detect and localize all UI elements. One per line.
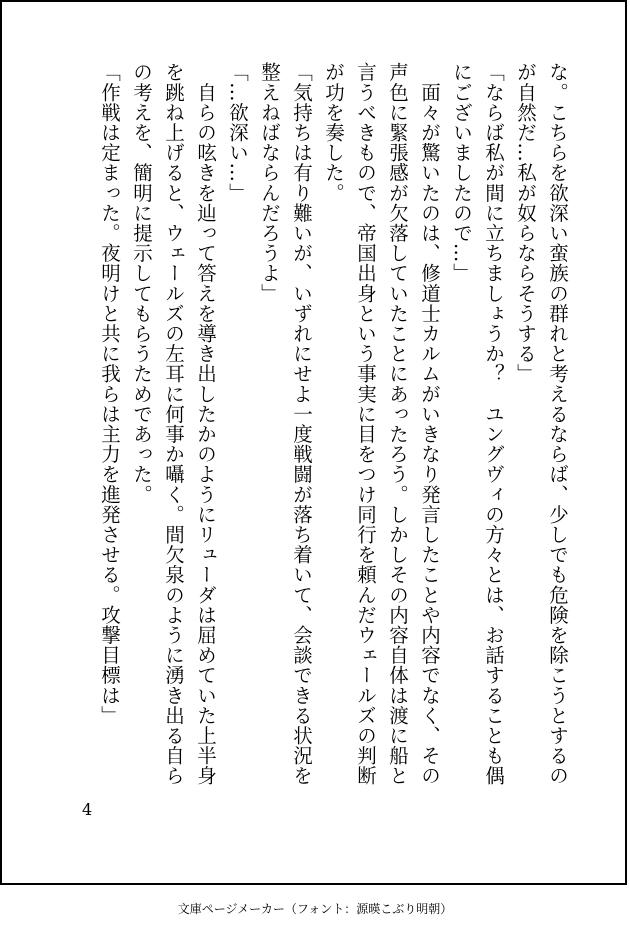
footer-credit: 文庫ページメーカー（フォント：源暎こぶり明朝） xyxy=(177,902,453,916)
text-line: 自らの呟きを辿って答えを導き出したかのようにリューダは屈めていた上半身 xyxy=(194,62,217,786)
page-number: 4 xyxy=(82,800,93,819)
text-line: 「…欲深い…」 xyxy=(226,62,249,203)
text-line: にございましたので…」 xyxy=(450,62,473,284)
text-line: を跳ね上げると、ウェールズの左耳に何事か囁く。間欠泉のように湧き出る自ら xyxy=(162,62,185,786)
text-line: 「気持ちは有り難いが、いずれにせよ一度戦闘が落ち着いて、会談できる状況を xyxy=(290,62,313,786)
text-line: が自然だ…私が奴らならそうする」 xyxy=(514,62,537,384)
text-line: 「作戦は定まった。夜明けと共に我らは主力を進発させる。攻撃目標は」 xyxy=(98,62,121,726)
text-line: 「ならば私が間に立ちましょうか？ ユングヴィの方々とは、お話することも偶 xyxy=(482,62,505,786)
body-text xyxy=(93,62,573,786)
text-line: 面々が驚いたのは、修道士カルムがいきなり発言したことや内容でなく、その xyxy=(418,62,441,786)
text-line: が功を奏した。 xyxy=(322,62,345,203)
text-line: な。こちらを欲深い蛮族の群れと考えるならば、少しでも危険を除こうとするの xyxy=(546,62,569,786)
text-line: 整えねばならんだろうよ」 xyxy=(258,62,281,304)
text-line: 言うべきもので、帝国出身という事実に目をつけ同行を頼んだウェールズの判断 xyxy=(354,62,377,786)
text-line: の考えを、簡明に提示してもらうためであった。 xyxy=(130,62,153,505)
text-line: 声色に緊張感が欠落していたことにあったろう。しかしその内容自体は渡に船と xyxy=(386,62,409,786)
